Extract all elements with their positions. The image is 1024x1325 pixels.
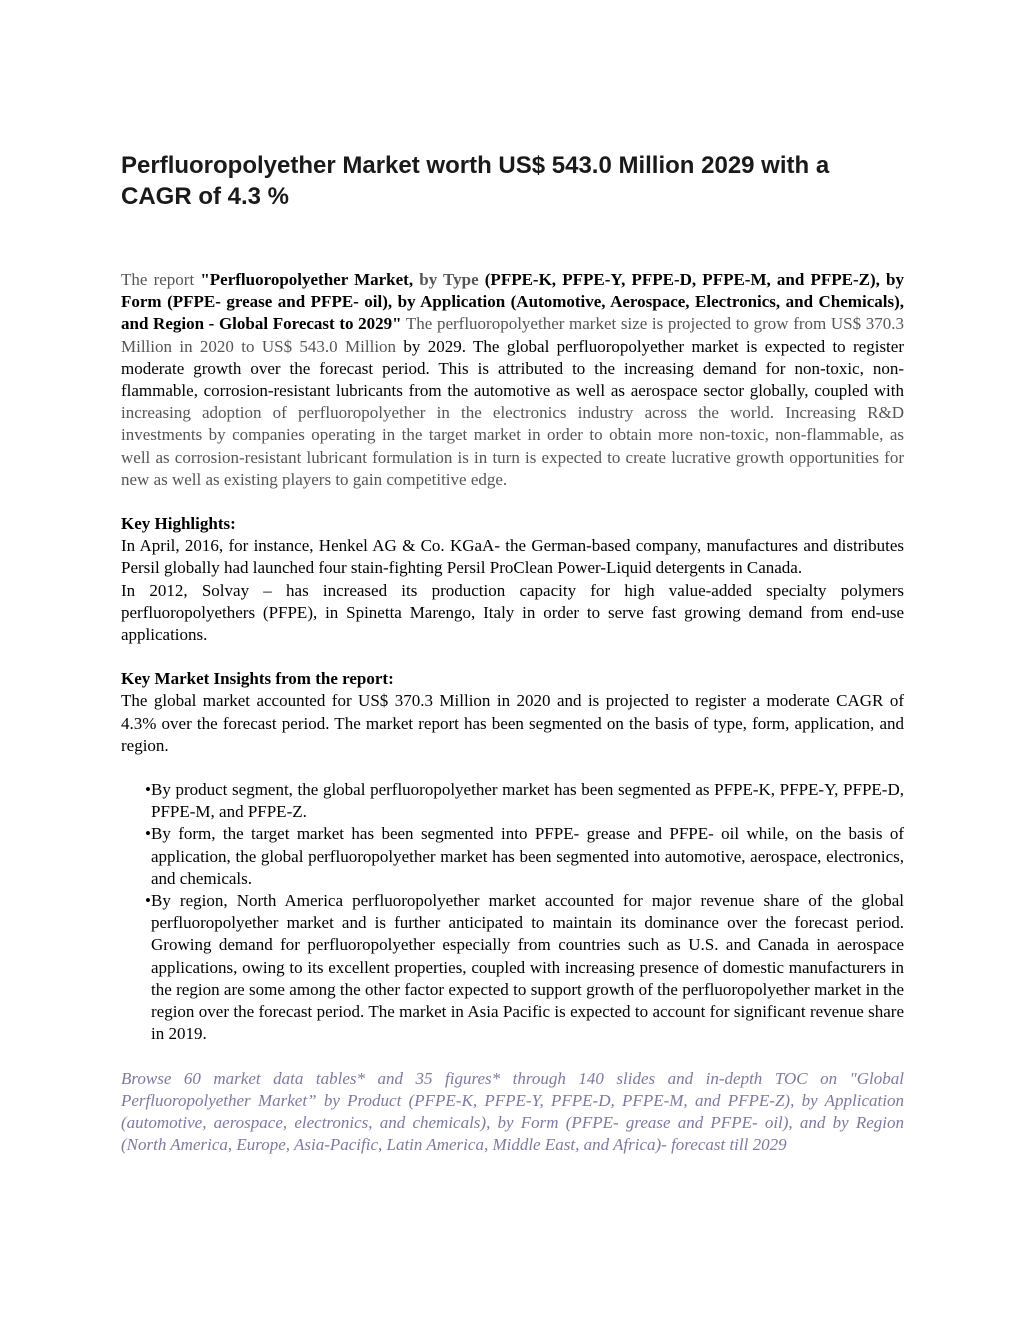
report-title-part1: "Perfluoropolyether Market,: [200, 270, 420, 289]
growth-sentence: by 2029. The global perfluoropolyether market is expected to register moderate growth over the forecast period. This is attributed to the increasing demand for non-toxic, non-flammable, corrosion-resistant lubricants from the automotive as well as aerospace sector globally, coupled with: [121, 336, 904, 401]
key-insights-heading: Key Market Insights from the report:: [121, 669, 394, 689]
intro-lead: The report: [121, 270, 201, 289]
document-page: [121, 150, 904, 1156]
highlight-paragraph: In 2012, Solvay – has increased its production capacity for high value-added specialty polymers perfluoropolyethers (PFPE), in Spinetta Marengo, Italy in order to serve fast growing demand from end-use applications.: [121, 580, 904, 645]
key-highlights-heading: Key Highlights:: [121, 514, 236, 534]
insights-paragraph: The global market accounted for US$ 370.3 Million in 2020 and is projected to register a moderate CAGR of 4.3% over the forecast period. The market report has been segmented on the basis of type, form, application, and region.: [121, 691, 904, 755]
bullet-icon: •: [145, 891, 151, 911]
list-item: [145, 779, 904, 823]
key-insights-section: [121, 668, 904, 757]
key-insights-body: [121, 690, 904, 757]
document-title: Perfluoropolyether Market worth US$ 543.0 Million 2029 with a CAGR of 4.3 %: [121, 152, 830, 210]
intro-paragraph: [121, 269, 904, 491]
adoption-sentence: increasing adoption of perfluoropolyether in the electronics industry across the world. Increasing R&D investments by companies operating in the target market in order to obtain more non-toxic, non-flammable, as well as corrosion-resistant lubricant formulation is in turn is expected to create lucrative growth opportunities for new as well as existing players to gain competitive edge.: [121, 403, 904, 489]
bullet-text: By form, the target market has been segmented into PFPE- grease and PFPE- oil while, on the basis of application, the global perfluoropolyether market has been segmented into automotive, aerospace, electronics, and chemicals.: [151, 824, 904, 888]
bullet-icon: •: [145, 824, 151, 844]
list-item: [145, 890, 904, 1045]
list-item: [145, 823, 904, 890]
key-highlights-body: [121, 535, 904, 646]
key-highlights-section: [121, 513, 904, 646]
by-type-label: by Type: [419, 270, 479, 289]
bullet-text: By region, North America perfluoropolyether market accounted for major revenue share of the global perfluoropolyether market and is further anticipated to maintain its dominance over the forecast period. Growing demand for perfluoropolyether especially from countries such as U.S. and Canada in aerospace applications, owing to its excellent properties, coupled with increasing presence of domestic manufacturers in the region are some among the other factor expected to support growth of the perfluoropolyether market in the region over the forecast period. The market in Asia Pacific is expected to account for significant revenue share in 2019.: [151, 891, 904, 1044]
market-size-sentence: The perfluoropolyether market size is projected to grow from US$ 370.3 Million in 2020 to US$ 543.0 Million: [121, 314, 904, 356]
bullet-icon: •: [145, 780, 151, 800]
highlight-paragraph: In April, 2016, for instance, Henkel AG & Co. KGaA- the German-based company, manufactures and distributes Persil globally had launched four stain-fighting Persil ProClean Power-Liquid detergents in Canada.: [121, 536, 904, 578]
bullet-text: By product segment, the global perfluoropolyether market has been segmented as PFPE-K, PFPE-Y, PFPE-D, PFPE-M, and PFPE-Z.: [151, 780, 904, 822]
insights-bullet-list: [121, 779, 904, 1045]
report-title-part2: (PFPE-K, PFPE-Y, PFPE-D, PFPE-M, and PFPE-Z), by Form (PFPE- grease and PFPE- oil), by Application (Automotive, Aerospace, Electronics, and Chemicals), and Region - Global Forecast to 2029": [121, 270, 904, 334]
browse-report-link[interactable]: Browse 60 market data tables* and 35 figures* through 140 slides and in-depth TOC on "Global Perfluoropolyether Market” by Product (PFPE-K, PFPE-Y, PFPE-D, PFPE-M, and PFPE-Z), by Application (automotive, aerospace, electronics, and chemicals), by Form (PFPE- grease and PFPE- oil), and by Region (North America, Europe, Asia-Pacific, Latin America, Middle East, and Africa)- forecast till 2029: [121, 1068, 904, 1155]
